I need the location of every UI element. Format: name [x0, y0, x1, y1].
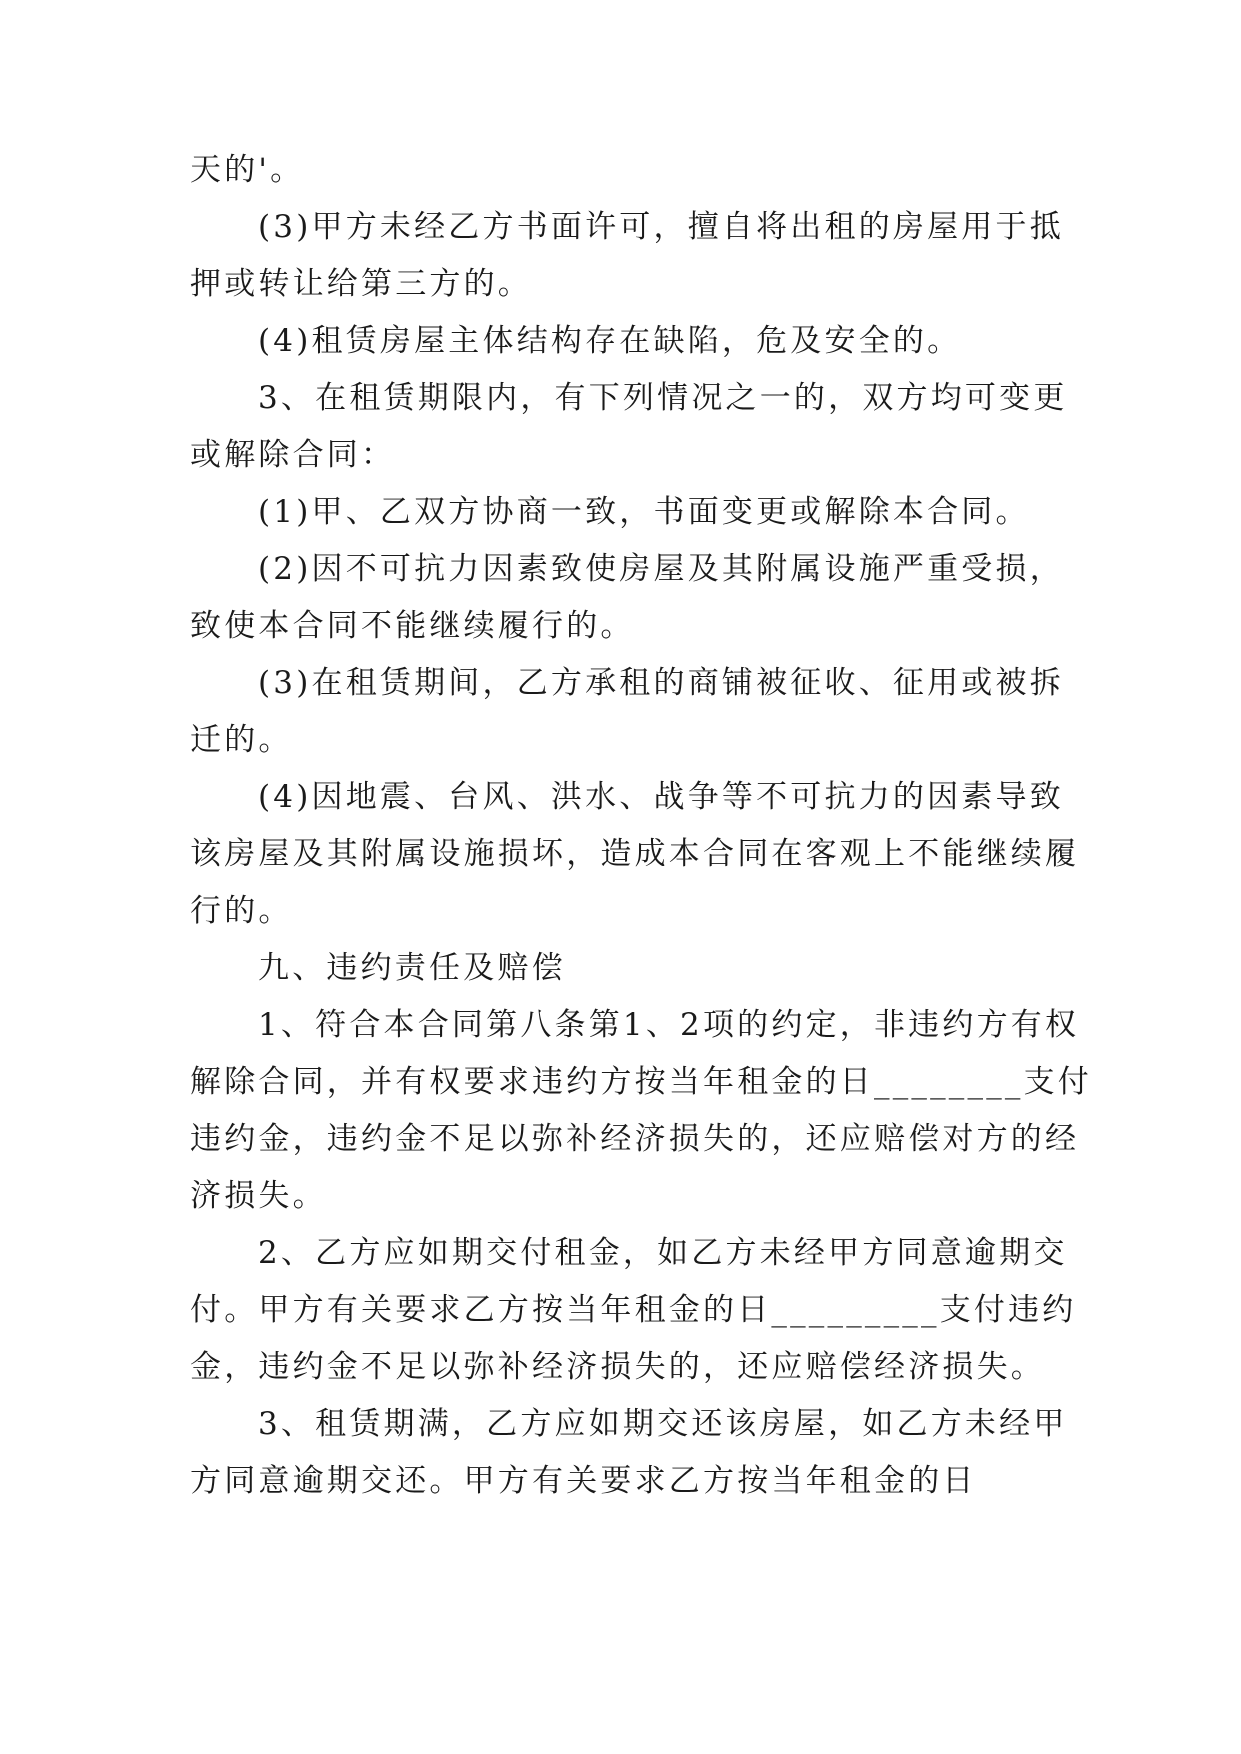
text-line: 3、租赁期满，乙方应如期交还该房屋，如乙方未经甲: [258, 1406, 1068, 1442]
text-line: (1)甲、乙双方协商一致，书面变更或解除本合同。: [258, 494, 1030, 530]
text-line: 行的。: [190, 893, 293, 929]
text-line: (3)在租赁期间，乙方承租的商铺被征收、征用或被拆: [258, 665, 1064, 701]
text-line: (4)租赁房屋主体结构存在缺陷，危及安全的。: [258, 323, 962, 359]
text-line: 济损失。: [190, 1178, 327, 1214]
text-line: 违约金，违约金不足以弥补经济损失的，还应赔偿对方的经: [190, 1121, 1080, 1157]
text-line: 付。甲方有关要求乙方按当年租金的日_________支付违约: [190, 1292, 1077, 1328]
text-line: 2、乙方应如期交付租金，如乙方未经甲方同意逾期交: [258, 1235, 1068, 1271]
text-line: 金，违约金不足以弥补经济损失的，还应赔偿经济损失。: [190, 1349, 1045, 1385]
section-heading: 九、违约责任及赔偿: [258, 950, 566, 986]
text-line: 或解除合同：: [190, 437, 396, 473]
text-line: 3、在租赁期限内，有下列情况之一的，双方均可变更: [258, 380, 1068, 416]
text-line: (2)因不可抗力因素致使房屋及其附属设施严重受损，: [258, 551, 1064, 587]
text-line: 押或转让给第三方的。: [190, 266, 532, 302]
text-line: 天的'。: [190, 152, 305, 188]
text-line: 方同意逾期交还。甲方有关要求乙方按当年租金的日: [190, 1463, 977, 1499]
text-line: 致使本合同不能继续履行的。: [190, 608, 635, 644]
text-line: 该房屋及其附属设施损坏，造成本合同在客观上不能继续履: [190, 836, 1080, 872]
text-line: (3)甲方未经乙方书面许可，擅自将出租的房屋用于抵: [258, 209, 1064, 245]
text-line: 解除合同，并有权要求违约方按当年租金的日________支付: [190, 1064, 1092, 1100]
text-line: 迁的。: [190, 722, 293, 758]
text-line: 1、符合本合同第八条第1、2项的约定，非违约方有权: [258, 1007, 1080, 1043]
text-line: (4)因地震、台风、洪水、战争等不可抗力的因素导致: [258, 779, 1064, 815]
